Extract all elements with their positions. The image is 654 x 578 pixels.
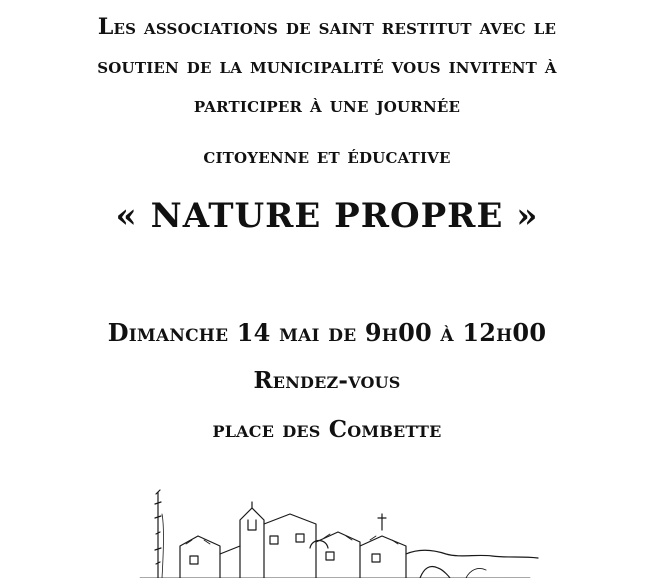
meeting-label: Rendez-vous (253, 367, 401, 394)
village-sketch-illustration (120, 484, 540, 578)
intro-line-2: soutien de la municipalité vous invitent à (97, 53, 557, 79)
intro-line-3: participer à une journée (193, 92, 461, 118)
meeting-place: place des Combette (212, 416, 442, 443)
intro-line-1: Les associations de saint restitut avec le (97, 14, 557, 40)
intro-line-4: citoyenne et éducative (203, 143, 451, 168)
event-title: « NATURE PROPRE » (115, 196, 539, 236)
event-date-time: Dimanche 14 mai de 9h00 à 12h00 (107, 318, 547, 347)
